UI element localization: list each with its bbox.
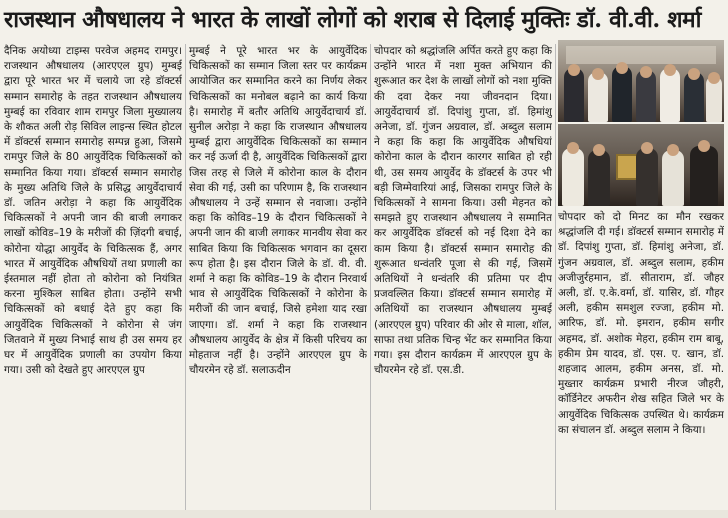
- person-head: [640, 66, 652, 78]
- next-article-strip: [0, 510, 728, 518]
- headline: राजस्थान औषधालय ने भारत के लाखों लोगों को शराब से दिलाई मुक्तिः डॉ. वी.वी. शर्मा: [4, 7, 702, 33]
- article-column-4: [558, 210, 724, 510]
- person-head: [592, 68, 604, 80]
- person-head: [593, 144, 605, 156]
- person-head: [708, 72, 720, 84]
- article-column-1: [4, 44, 182, 510]
- photo-backdrop: [566, 46, 716, 64]
- person-figure: [588, 150, 610, 206]
- person-head: [641, 142, 653, 154]
- person-figure: [612, 66, 632, 122]
- column-divider: [370, 44, 371, 510]
- person-head: [688, 68, 700, 80]
- person-head: [667, 144, 679, 156]
- column-text: चोपदार को दो मिनट का मौन रखकर श्रद्धांजलि दी गई। डॉक्टर्स सम्मान समारोह में डॉ. दिपांशु गुप्ता, डॉ. हिमांशु अनेजा, डॉ. गुंजन अग्रवाल, डॉ. अब्दुल सलाम, हकीम अजीजुर्रहमान, डॉ. सीताराम, डॉ. जौहर अली, डॉ. ए.के.वर्मा, डॉ. यासिर, डॉ. गौहर अली, हकीम समशुल रज्जा, हकीम मो. आरिफ, डॉ. मो. इमरान, हकीम सगीर अहमद, डॉ. अशोक मेहरा, हकीम राम बाबू, हकीम प्रेम यादव, डॉ. एस. ए. खान, डॉ. शहजाद आलम, हकीम अनस, डॉ. मो. मुख्तार कार्यक्रम प्रभारी नीरज जौहरी, कॉर्डिनेटर अफरीन शेख सहित जिले भर के आयुर्वेदिक चिकित्सक उपस्थित थे। कार्यक्रम का संचालन डॉ. अब्दुल सलाम ने किया।: [558, 211, 724, 436]
- person-figure: [564, 68, 584, 122]
- column-divider: [555, 44, 556, 510]
- article-column-2: [189, 44, 367, 510]
- event-photo-top: [558, 40, 724, 122]
- person-head: [698, 140, 710, 152]
- person-head: [567, 142, 579, 154]
- event-photo-bottom: [558, 124, 724, 206]
- person-head: [568, 64, 580, 76]
- column-text: मुम्बई ने पूरे भारत भर के आयुर्वेदिक चिकित्सकों का सम्मान जिला स्तर पर कार्यक्रम आयोजित कर सम्मानित करने का निर्णय लेकर चिकित्सकों का मनोबल बढ़ाने का कार्य किया है। समारोह में बतौर अतिथि आयुर्वेदाचार्य डॉ. सुनील अरोड़ा ने कहा कि राजस्थान औषधालय मुम्बई द्वारा आयुर्वेदिक चिकित्सकों का सम्मान कर नई ऊर्जा दी है, आयुर्वेदिक चिकित्सकों द्वारा जिस तरह से जिले में कोरोना काल के दौरान सेवा की गई, उसी का परिणाम है, कि राजस्थान औषधालय ने उन्हें सम्मान से नवाजा। उन्होंने कहा कि कोविड–19 के दौरान चिकित्सकों ने अपनी जान की बाजी लगाकर मानवीय सेवा कर साबित किया कि चिकित्सक भगवान का दूसरा रूप होता है। इस दौरान जिले के डॉ. वी. वी. शर्मा ने कहा कि कोविड–19 के दौरान निरवार्थ भाव से आयुर्वेदिक चिकित्सकों ने कोरोना के मरीजों की जान बचाई, जिसे हमेशा याद रखा जाएगा। डॉ. शर्मा ने कहा कि राजस्थान औषधालय आयुर्वेद के क्षेत्र में किसी परिचय का मोहताज नहीं है। उन्होंने आरएएल ग्रुप के चौयरमेन रहे डॉ. सलाऊदीन: [189, 45, 367, 377]
- person-figure: [562, 148, 584, 206]
- column-divider: [185, 44, 186, 510]
- person-figure: [662, 150, 684, 206]
- article-column-3: [374, 44, 552, 510]
- person-head: [664, 64, 676, 76]
- person-figure: [636, 148, 658, 206]
- person-figure: [660, 68, 680, 122]
- award-plaque: [616, 154, 638, 180]
- column-text: चोपदार को श्रद्धांजलि अर्पित करते हुए कहा कि उन्होंने भारत में नशा मुक्त अभियान की शुरूआत कर देश के लाखों लोगों को नशा मुक्ति की दवा देकर नया जीवनदान दिया। आयुर्वेदाचार्य डॉ. दिपांशु गुप्ता, डॉ. हिमांशु अनेजा, डॉ. गुंजन अग्रवाल, डॉ. अब्दुल सलाम ने कहा कि कहा कि आयुर्वेदिक औषधियां कोरोना काल के दौरान कारगर साबित हो रही थी, उस समय आयुर्वेद के डॉक्टर्स के उपर भी बड़ी जिम्मेवारियां आई, जिसका रामपुर जिले के चिकित्सकों ने सामना किया। उसी मेहनत को समझते हुए राजस्थान औषधालय ने सम्मानित कर आयुर्वेदिक डॉक्टर्स को नई दिशा देने का काम किया है। डॉक्टर्स सम्मान समारोह की शुरूआत धन्वंतरि पूजा से की गई, जिसमें अतिथियों ने धन्वंतरि की प्रतिमा पर दीप प्रजवल्लित किया। डॉक्टर्स सम्मान समारोह में अतिथियों का राजस्थान औषधालय मुम्बई (आरएएल ग्रुप) परिवार की ओर से माला, शॉल, साफा तथा प्रतिक चिन्ह भेंट कर सम्मानित किया गया। इस दौरान कार्यक्रम में आरएएल ग्रुप के चौयरमेन रहे डॉ. एस.डी.: [374, 45, 552, 377]
- photo-area: [558, 40, 724, 206]
- person-head: [616, 62, 628, 74]
- column-text: दैनिक अयोध्या टाइम्स परवेज अहमद रामपुर। राजस्थान औषधालय (आरएएल ग्रुप) मुम्बई द्वारा पूरे भारत भर में चलाये जा रहे डॉक्टर्स सम्मान समारोह के तहत राजस्थान औषधालय मुम्बई का रविवार शाम रामपुर जिला मुख्यालय के शौकत अली रोड़ सिविल लाइन्स स्थित होटल में डॉक्टर्स सम्मान समारोह सम्पन्न हुआ, जिसमे रामपुर जिले के 80 आयुर्वेदिक चिकित्सकों को सम्मानित किया गया। डॉक्टर्स सम्मान समारोह के मुख्य अतिथि जिले के प्रसिद्ध आयुर्वेदाचार्य डॉ. जतिन अरोड़ा ने कहा कि आयुर्वेदिक चिकित्सकों ने अपनी जान की बाजी लगाकर लाखों कोविड–19 के मरीजों की ज़िंदगी बचाई, कोरोना योद्धा आयुर्वेद के चिकित्सक हैं, अगर भारत में आयुर्वेदिक औषधियों तथा प्रणाली का ईस्तमाल नहीं होता तो कोरोना को नियंत्रित करना मुश्किल साबित होता। उन्होंने सभी चिकित्सकों को बधाई देते हुए कहा कि आयुर्वेदिक चिकित्सकों ने कोरोना से जंग जितवाने में मुख्य निभाई साथ ही उस समय हर घर में आयुर्वेदिक प्रणाली का उपयोग किया गया। उसी को देखते हुए आरएएल ग्रुप: [4, 45, 182, 377]
- person-figure: [690, 146, 718, 206]
